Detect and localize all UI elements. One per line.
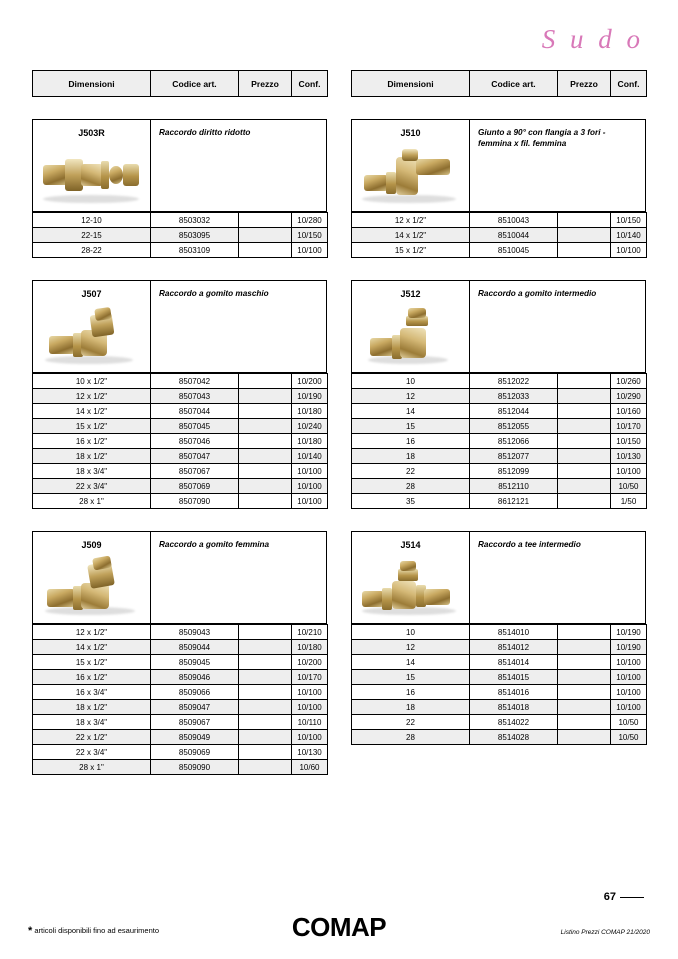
- product-rows: [351, 624, 647, 745]
- comap-logo: [292, 912, 386, 943]
- cell-codice: 8509043: [151, 625, 239, 640]
- cell-prezzo: [558, 434, 611, 449]
- cell-prezzo: [558, 404, 611, 419]
- product-description: Giunto a 90° con flangia a 3 fori - femmina x fil. femmina: [470, 120, 646, 212]
- intermediate-tee-image: [358, 557, 464, 619]
- two-column-layout: [32, 70, 646, 775]
- table-row[interactable]: [33, 434, 328, 449]
- cell-codice: 8507067: [151, 464, 239, 479]
- header-conf: Conf.: [611, 71, 647, 97]
- cell-conf: 10/190: [611, 640, 647, 655]
- cell-codice: 8514016: [470, 685, 558, 700]
- table-row[interactable]: [33, 625, 328, 640]
- table-row[interactable]: [352, 389, 647, 404]
- footnote-text: articoli disponibili fino ad esaurimento: [34, 926, 160, 935]
- table-row[interactable]: [352, 700, 647, 715]
- product-block: [32, 119, 327, 258]
- cell-dimensione: 14: [352, 655, 470, 670]
- product-code: J510: [400, 128, 421, 138]
- product-rows: [32, 212, 328, 258]
- header-prezzo: Prezzo: [558, 71, 611, 97]
- product-code-cell: [33, 281, 151, 373]
- product-code-cell: [33, 532, 151, 624]
- product-block: [351, 280, 646, 509]
- cell-codice: 8512044: [470, 404, 558, 419]
- product-block: [32, 531, 327, 775]
- cell-dimensione: 12: [352, 389, 470, 404]
- table-row[interactable]: [352, 670, 647, 685]
- cell-conf: 10/100: [292, 730, 328, 745]
- header-conf: Conf.: [292, 71, 328, 97]
- cell-prezzo: [239, 374, 292, 389]
- cell-prezzo: [558, 479, 611, 494]
- product-rows: [32, 624, 328, 775]
- cell-conf: 10/100: [292, 479, 328, 494]
- cell-prezzo: [558, 715, 611, 730]
- cell-codice: 8509046: [151, 670, 239, 685]
- cell-conf: 10/180: [292, 434, 328, 449]
- cell-codice: 8507069: [151, 479, 239, 494]
- cell-prezzo: [239, 730, 292, 745]
- cell-conf: 10/140: [292, 449, 328, 464]
- header-dimensioni: Dimensioni: [33, 71, 151, 97]
- table-row[interactable]: [352, 715, 647, 730]
- cell-prezzo: [239, 760, 292, 775]
- table-row[interactable]: [33, 715, 328, 730]
- intermediate-elbow-image: [358, 306, 464, 368]
- product-code-cell: [352, 120, 470, 212]
- cell-prezzo: [558, 213, 611, 228]
- table-row[interactable]: [352, 494, 647, 509]
- cell-dimensione: 28: [352, 479, 470, 494]
- table-row[interactable]: [352, 243, 647, 258]
- table-row[interactable]: [352, 228, 647, 243]
- comap-logo-text: COMAP: [291, 912, 387, 942]
- cell-codice: 8512110: [470, 479, 558, 494]
- cell-codice: 8509090: [151, 760, 239, 775]
- cell-dimensione: 18 x 1/2": [33, 700, 151, 715]
- table-row[interactable]: [352, 374, 647, 389]
- cell-codice: 8509049: [151, 730, 239, 745]
- cell-dimensione: 15 x 1/2": [33, 419, 151, 434]
- cell-prezzo: [558, 243, 611, 258]
- table-row[interactable]: [33, 419, 328, 434]
- table-row[interactable]: [33, 640, 328, 655]
- cell-conf: 10/50: [611, 479, 647, 494]
- cell-codice: 8512099: [470, 464, 558, 479]
- product-description: Raccordo a gomito intermedio: [470, 281, 646, 373]
- cell-dimensione: 10 x 1/2": [33, 374, 151, 389]
- cell-dimensione: 18: [352, 449, 470, 464]
- table-row[interactable]: [33, 685, 328, 700]
- left-column: [32, 70, 327, 775]
- table-row[interactable]: [33, 479, 328, 494]
- cell-dimensione: 22: [352, 464, 470, 479]
- asterisk-icon: *: [28, 925, 33, 937]
- table-row[interactable]: [352, 464, 647, 479]
- price-list-reference: Listino Prezzi COMAP 21/2020: [560, 929, 650, 936]
- page-number: [604, 891, 644, 903]
- cell-dimensione: 18: [352, 700, 470, 715]
- cell-dimensione: 18 x 3/4": [33, 715, 151, 730]
- column-header-right: [351, 70, 647, 97]
- table-row[interactable]: [33, 745, 328, 760]
- cell-codice: 8509066: [151, 685, 239, 700]
- cell-codice: 8509067: [151, 715, 239, 730]
- cell-prezzo: [239, 243, 292, 258]
- cell-conf: 10/100: [611, 685, 647, 700]
- cell-conf: 10/150: [611, 213, 647, 228]
- cell-prezzo: [239, 434, 292, 449]
- page-number-value: 67: [603, 891, 616, 903]
- cell-codice: 8510043: [470, 213, 558, 228]
- table-row[interactable]: [352, 625, 647, 640]
- cell-conf: 10/190: [292, 389, 328, 404]
- cell-codice: 8509044: [151, 640, 239, 655]
- straight-reducing-coupling-image: [39, 145, 145, 207]
- table-row[interactable]: [33, 494, 328, 509]
- cell-codice: 8512077: [470, 449, 558, 464]
- header-prezzo: Prezzo: [239, 71, 292, 97]
- cell-prezzo: [558, 494, 611, 509]
- table-row[interactable]: [352, 404, 647, 419]
- cell-codice: 8512055: [470, 419, 558, 434]
- cell-codice: 8507090: [151, 494, 239, 509]
- cell-codice: 8503109: [151, 243, 239, 258]
- cell-conf: 10/60: [292, 760, 328, 775]
- cell-dimensione: 22: [352, 715, 470, 730]
- cell-prezzo: [239, 389, 292, 404]
- cell-prezzo: [239, 449, 292, 464]
- cell-conf: 10/200: [292, 655, 328, 670]
- cell-conf: 10/130: [611, 449, 647, 464]
- cell-prezzo: [558, 685, 611, 700]
- cell-codice: 8510045: [470, 243, 558, 258]
- cell-conf: 10/100: [611, 700, 647, 715]
- product-rows: [32, 373, 328, 509]
- cell-codice: 8507043: [151, 389, 239, 404]
- cell-prezzo: [558, 730, 611, 745]
- cell-codice: 8509047: [151, 700, 239, 715]
- cell-codice: 8507046: [151, 434, 239, 449]
- product-code: J512: [400, 289, 421, 299]
- product-code-cell: [352, 281, 470, 373]
- cell-conf: 10/160: [611, 404, 647, 419]
- cell-conf: 10/50: [611, 715, 647, 730]
- cell-conf: 10/140: [611, 228, 647, 243]
- cell-prezzo: [239, 655, 292, 670]
- cell-prezzo: [558, 670, 611, 685]
- table-row[interactable]: [33, 655, 328, 670]
- table-row[interactable]: [33, 228, 328, 243]
- product-code: J514: [400, 540, 421, 550]
- cell-conf: 10/110: [292, 715, 328, 730]
- cell-codice: 8507047: [151, 449, 239, 464]
- product-head: [32, 119, 327, 212]
- cell-prezzo: [239, 640, 292, 655]
- female-elbow-image: [39, 557, 145, 619]
- cell-conf: 10/100: [292, 464, 328, 479]
- table-row[interactable]: [33, 374, 328, 389]
- cell-conf: 10/130: [292, 745, 328, 760]
- header-codice: Codice art.: [470, 71, 558, 97]
- cell-prezzo: [558, 449, 611, 464]
- cell-codice: 8507044: [151, 404, 239, 419]
- cell-conf: 10/170: [292, 670, 328, 685]
- cell-prezzo: [239, 404, 292, 419]
- cell-dimensione: 16 x 1/2": [33, 670, 151, 685]
- cell-dimensione: 15 x 1/2": [352, 243, 470, 258]
- cell-codice: 8514022: [470, 715, 558, 730]
- cell-codice: 8514012: [470, 640, 558, 655]
- table-row[interactable]: [33, 464, 328, 479]
- cell-conf: 10/240: [292, 419, 328, 434]
- cell-conf: 10/170: [611, 419, 647, 434]
- product-description: Raccordo diritto ridotto: [151, 120, 327, 212]
- cell-prezzo: [558, 419, 611, 434]
- cell-dimensione: 28-22: [33, 243, 151, 258]
- brand-wordmark: S u d o: [541, 24, 644, 54]
- cell-dimensione: 15 x 1/2": [33, 655, 151, 670]
- product-block: [351, 119, 646, 258]
- cell-conf: 10/210: [292, 625, 328, 640]
- cell-dimensione: 18 x 1/2": [33, 449, 151, 464]
- cell-prezzo: [239, 479, 292, 494]
- cell-codice: 8612121: [470, 494, 558, 509]
- cell-dimensione: 12-10: [33, 213, 151, 228]
- cell-prezzo: [239, 464, 292, 479]
- cell-conf: 10/180: [292, 640, 328, 655]
- cell-dimensione: 15: [352, 419, 470, 434]
- cell-conf: 10/290: [611, 389, 647, 404]
- header-codice: Codice art.: [151, 71, 239, 97]
- cell-conf: 10/150: [292, 228, 328, 243]
- cell-conf: 1/50: [611, 494, 647, 509]
- cell-dimensione: 22 x 1/2": [33, 730, 151, 745]
- cell-dimensione: 22 x 3/4": [33, 745, 151, 760]
- cell-dimensione: 16: [352, 434, 470, 449]
- cell-prezzo: [558, 700, 611, 715]
- product-code-cell: [352, 532, 470, 624]
- table-row[interactable]: [33, 213, 328, 228]
- cell-prezzo: [239, 419, 292, 434]
- cell-dimensione: 28: [352, 730, 470, 745]
- cell-dimensione: 14 x 1/2": [352, 228, 470, 243]
- table-row[interactable]: [352, 640, 647, 655]
- cell-dimensione: 14: [352, 404, 470, 419]
- table-row[interactable]: [352, 479, 647, 494]
- male-elbow-image: [39, 306, 145, 368]
- cell-dimensione: 10: [352, 625, 470, 640]
- cell-codice: 8509069: [151, 745, 239, 760]
- table-row[interactable]: [33, 243, 328, 258]
- cell-prezzo: [558, 389, 611, 404]
- cell-conf: 10/280: [292, 213, 328, 228]
- right-column: [351, 70, 646, 775]
- column-header-left: [32, 70, 328, 97]
- product-description: Raccordo a tee intermedio: [470, 532, 646, 624]
- cell-dimensione: 22-15: [33, 228, 151, 243]
- cell-conf: 10/190: [611, 625, 647, 640]
- cell-dimensione: 14 x 1/2": [33, 404, 151, 419]
- product-block: [351, 531, 646, 745]
- product-head: [32, 531, 327, 624]
- cell-dimensione: 10: [352, 374, 470, 389]
- cell-dimensione: 22 x 3/4": [33, 479, 151, 494]
- table-row[interactable]: [33, 700, 328, 715]
- cell-prezzo: [558, 228, 611, 243]
- cell-codice: 8510044: [470, 228, 558, 243]
- product-head: [351, 280, 646, 373]
- cell-dimensione: 16 x 1/2": [33, 434, 151, 449]
- cell-codice: 8514018: [470, 700, 558, 715]
- cell-codice: 8514014: [470, 655, 558, 670]
- table-row[interactable]: [33, 670, 328, 685]
- cell-conf: 10/100: [611, 464, 647, 479]
- cell-prezzo: [558, 640, 611, 655]
- table-row[interactable]: [352, 419, 647, 434]
- cell-codice: 8507042: [151, 374, 239, 389]
- cell-conf: 10/180: [292, 404, 328, 419]
- cell-dimensione: 14 x 1/2": [33, 640, 151, 655]
- cell-codice: 8514015: [470, 670, 558, 685]
- cell-codice: 8507045: [151, 419, 239, 434]
- product-description: Raccordo a gomito femmina: [151, 532, 327, 624]
- cell-prezzo: [239, 685, 292, 700]
- product-code: J507: [81, 289, 102, 299]
- table-row[interactable]: [33, 389, 328, 404]
- cell-conf: 10/200: [292, 374, 328, 389]
- product-code-cell: [33, 120, 151, 212]
- cell-conf: 10/100: [292, 685, 328, 700]
- cell-codice: 8514028: [470, 730, 558, 745]
- table-row[interactable]: [352, 213, 647, 228]
- cell-prezzo: [558, 374, 611, 389]
- cell-prezzo: [239, 700, 292, 715]
- cell-prezzo: [239, 670, 292, 685]
- cell-dimensione: 15: [352, 670, 470, 685]
- cell-conf: 10/50: [611, 730, 647, 745]
- cell-conf: 10/100: [292, 700, 328, 715]
- cell-conf: 10/100: [292, 243, 328, 258]
- product-code: J509: [81, 540, 102, 550]
- cell-conf: 10/100: [611, 655, 647, 670]
- table-row[interactable]: [352, 730, 647, 745]
- product-block: [32, 280, 327, 509]
- cell-prezzo: [239, 228, 292, 243]
- cell-codice: 8509045: [151, 655, 239, 670]
- cell-conf: 10/100: [611, 670, 647, 685]
- product-description: Raccordo a gomito maschio: [151, 281, 327, 373]
- cell-prezzo: [558, 625, 611, 640]
- cell-prezzo: [239, 213, 292, 228]
- product-head: [32, 280, 327, 373]
- cell-dimensione: 35: [352, 494, 470, 509]
- table-row[interactable]: [352, 655, 647, 670]
- table-row[interactable]: [33, 449, 328, 464]
- table-row[interactable]: [352, 434, 647, 449]
- cell-prezzo: [239, 625, 292, 640]
- cell-dimensione: 12 x 1/2": [352, 213, 470, 228]
- cell-conf: 10/260: [611, 374, 647, 389]
- cell-dimensione: 12: [352, 640, 470, 655]
- table-row[interactable]: [33, 404, 328, 419]
- wall-plate-elbow-image: [358, 145, 464, 207]
- cell-prezzo: [239, 715, 292, 730]
- cell-codice: 8503095: [151, 228, 239, 243]
- cell-codice: 8512033: [470, 389, 558, 404]
- cell-dimensione: 18 x 3/4": [33, 464, 151, 479]
- product-head: [351, 119, 646, 212]
- cell-codice: 8512066: [470, 434, 558, 449]
- cell-dimensione: 12 x 1/2": [33, 625, 151, 640]
- product-head: [351, 531, 646, 624]
- product-rows: [351, 212, 647, 258]
- table-row[interactable]: [33, 760, 328, 775]
- page-number-rule: [620, 897, 644, 898]
- cell-prezzo: [239, 494, 292, 509]
- cell-codice: 8503032: [151, 213, 239, 228]
- product-code: J503R: [78, 128, 105, 138]
- cell-codice: 8512022: [470, 374, 558, 389]
- cell-conf: 10/100: [292, 494, 328, 509]
- cell-dimensione: 12 x 1/2": [33, 389, 151, 404]
- table-row[interactable]: [352, 449, 647, 464]
- cell-dimensione: 28 x 1": [33, 494, 151, 509]
- cell-prezzo: [239, 745, 292, 760]
- cell-prezzo: [558, 464, 611, 479]
- cell-conf: 10/100: [611, 243, 647, 258]
- table-row[interactable]: [352, 685, 647, 700]
- cell-dimensione: 16 x 3/4": [33, 685, 151, 700]
- cell-codice: 8514010: [470, 625, 558, 640]
- table-row[interactable]: [33, 730, 328, 745]
- footnote: [28, 925, 159, 937]
- cell-prezzo: [558, 655, 611, 670]
- cell-dimensione: 16: [352, 685, 470, 700]
- header-dimensioni: Dimensioni: [352, 71, 470, 97]
- cell-conf: 10/150: [611, 434, 647, 449]
- product-rows: [351, 373, 647, 509]
- cell-dimensione: 28 x 1": [33, 760, 151, 775]
